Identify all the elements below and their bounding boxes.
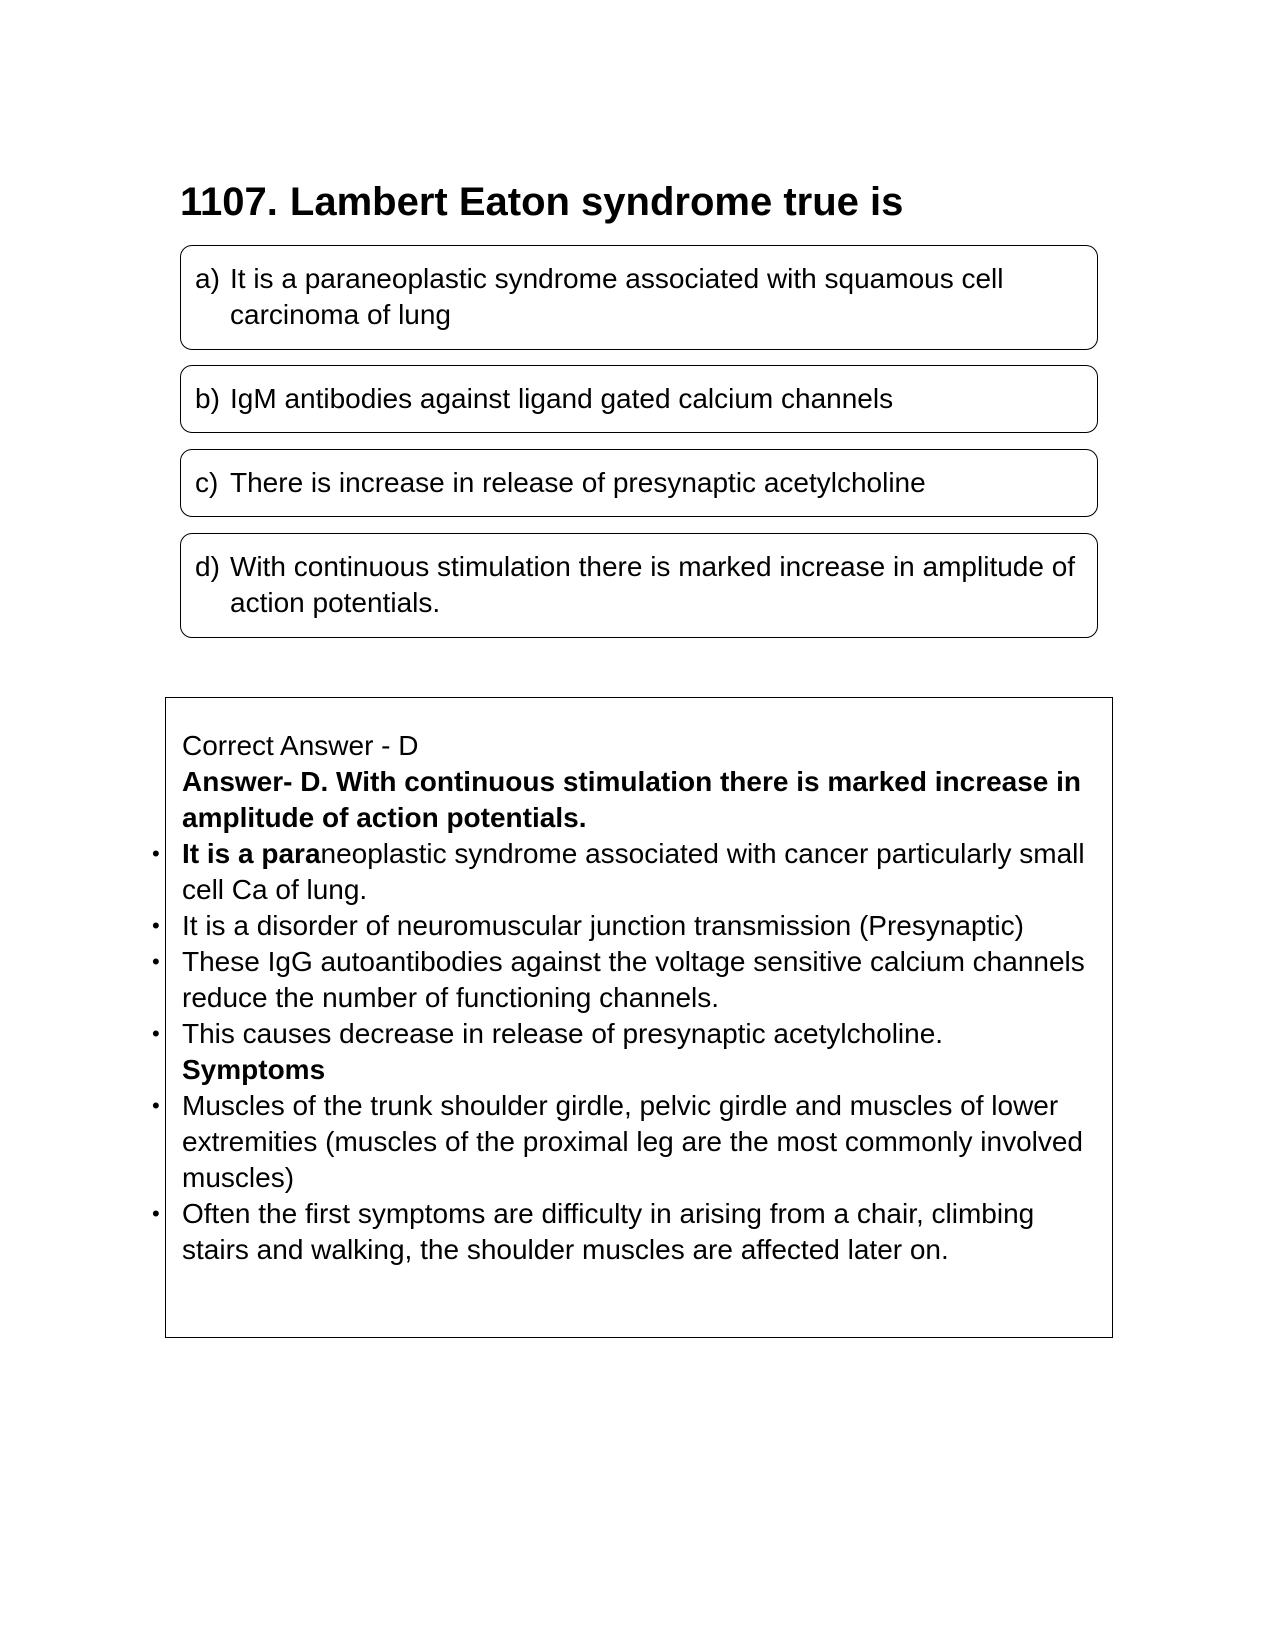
correct-answer-line: Correct Answer - D xyxy=(182,730,419,761)
list-item-text: Often the first symptoms are difficulty in arising from a chair, climbing stairs and walking, the shoulder muscles are affected later on. xyxy=(182,1198,1035,1265)
option-letter: d) xyxy=(195,551,220,582)
option-text: IgM antibodies against ligand gated calcium channels xyxy=(230,383,894,414)
bullet-icon: • xyxy=(152,1093,160,1118)
bold-text: It is a para xyxy=(182,838,321,869)
option-letter: b) xyxy=(195,383,220,414)
bullet-icon: • xyxy=(152,1201,160,1226)
option-letter: c) xyxy=(195,467,219,498)
answer-heading: Answer- D. With continuous stimulation there is marked increase in amplitude of action potentials. xyxy=(182,766,1082,833)
list-item-text: These IgG autoantibodies against the voltage sensitive calcium channels reduce the number of functioning channels. xyxy=(182,946,1085,1013)
list-item xyxy=(152,1088,1112,1196)
question-heading xyxy=(180,178,903,226)
explanation-list xyxy=(152,836,1112,1052)
list-item xyxy=(152,836,1112,908)
option-text: There is increase in release of presynaptic acetylcholine xyxy=(230,467,926,498)
option-letter: a) xyxy=(195,263,220,294)
bullet-icon: • xyxy=(152,1021,160,1046)
question-number: 1107. xyxy=(180,180,278,224)
list-item-text: This causes decrease in release of presynaptic acetylcholine. xyxy=(182,1018,944,1049)
option-d[interactable] xyxy=(180,533,1098,638)
list-item-text: neoplastic syndrome associated with cancer particularly small cell Ca of lung. xyxy=(182,838,1085,905)
question-title: Lambert Eaton syndrome true is xyxy=(289,180,904,224)
bullet-icon: • xyxy=(152,949,160,974)
list-item xyxy=(152,1196,1112,1268)
list-item-text: It is a disorder of neuromuscular junction transmission (Presynaptic) xyxy=(182,910,1024,941)
bullet-icon: • xyxy=(152,841,160,866)
list-item-text: Muscles of the trunk shoulder girdle, pelvic girdle and muscles of lower extremities (muscles of the proximal leg are the most commonly involved muscles) xyxy=(182,1090,1084,1193)
option-text: With continuous stimulation there is marked increase in amplitude of action potentials. xyxy=(230,551,1076,618)
option-text: It is a paraneoplastic syndrome associated with squamous cell carcinoma of lung xyxy=(230,263,1004,330)
symptoms-heading: Symptoms xyxy=(182,1054,326,1085)
option-a[interactable] xyxy=(180,245,1098,350)
list-item xyxy=(152,944,1112,1016)
option-b[interactable] xyxy=(180,365,1098,433)
symptoms-list xyxy=(152,1088,1112,1268)
list-item xyxy=(152,1016,1112,1052)
option-c[interactable] xyxy=(180,449,1098,517)
answer-box xyxy=(152,697,1113,1338)
list-item xyxy=(152,908,1112,944)
bullet-icon: • xyxy=(152,913,160,938)
